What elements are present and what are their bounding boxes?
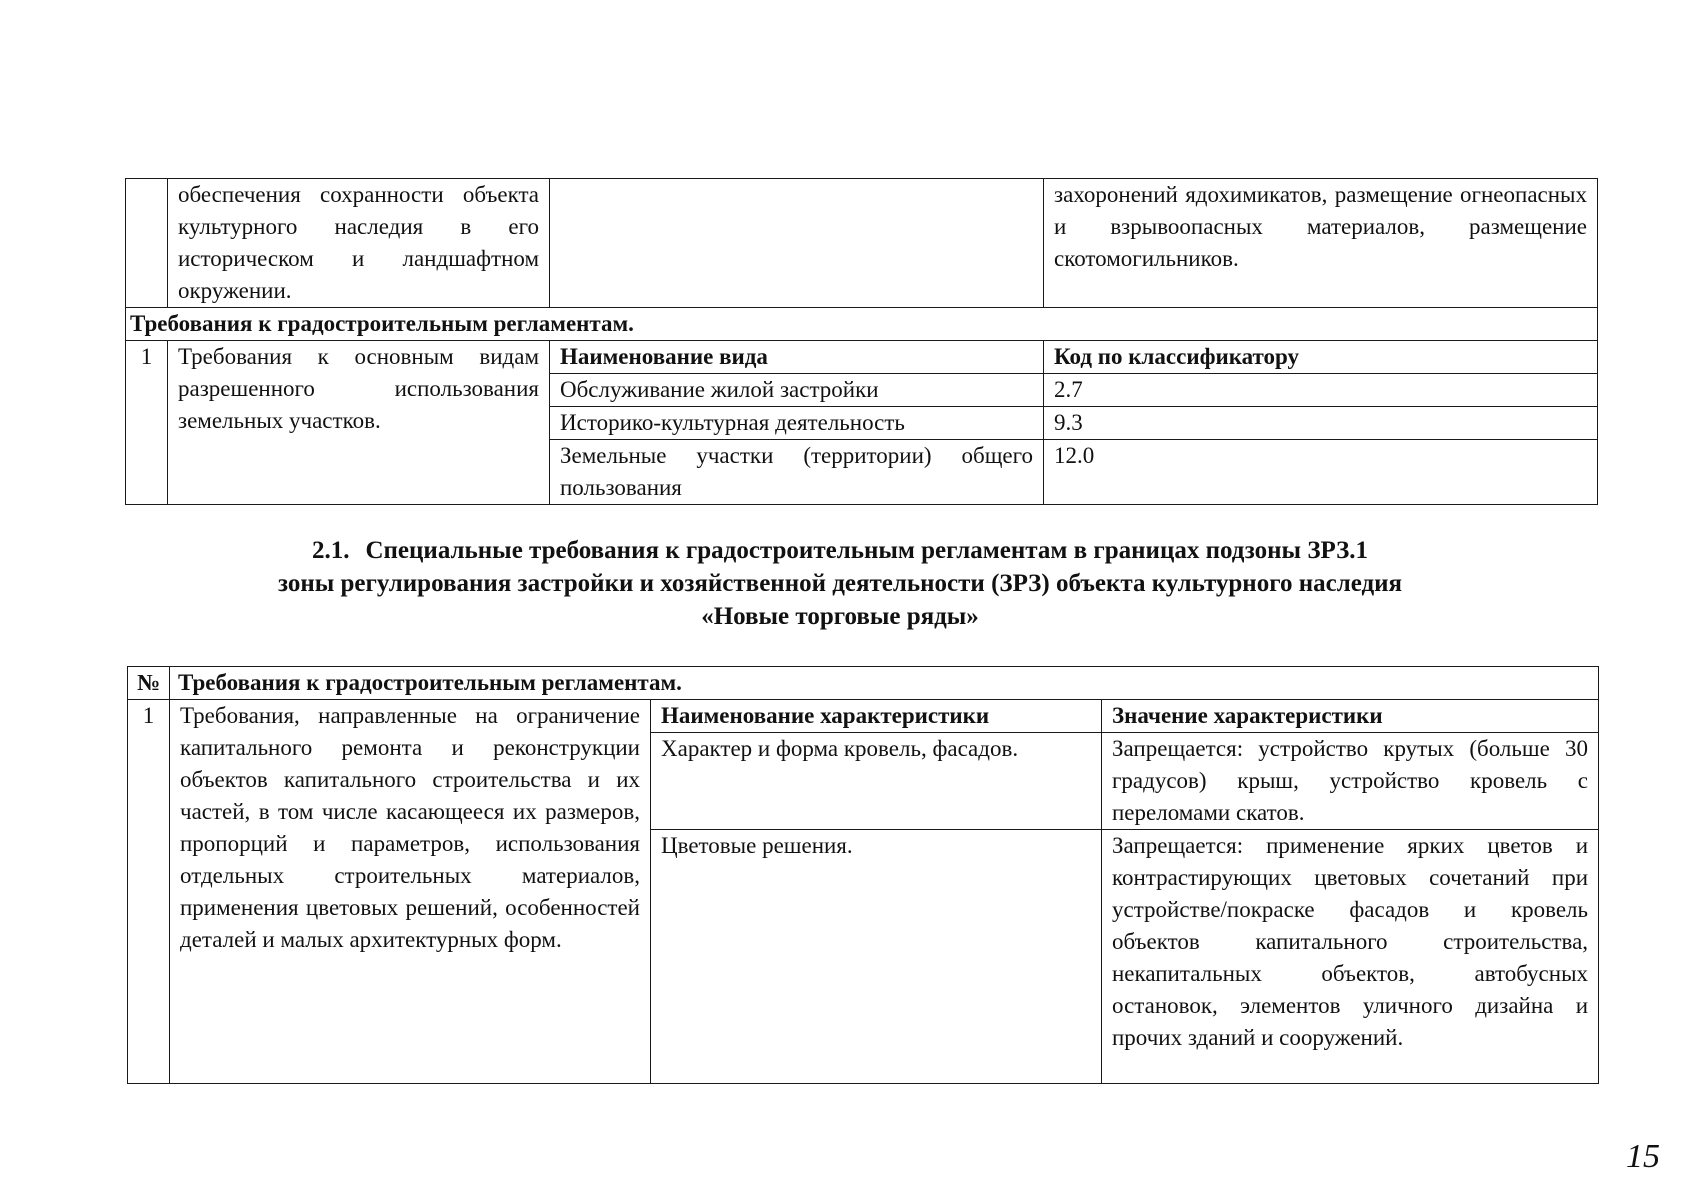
use-type-name: Историко-культурная деятельность (550, 407, 1044, 440)
land-use-table (125, 178, 1598, 505)
section-title: Требования к градостроительным регламентам. (170, 667, 1599, 700)
use-type-name: Земельные участки (территории) общего пользования (550, 440, 1044, 505)
empty-cell (550, 179, 1044, 308)
num-cell (126, 179, 168, 308)
section-title-row (126, 308, 1598, 341)
characteristic-name: Цветовые решения. (651, 830, 1102, 1084)
column-header-value: Значение характеристики (1102, 700, 1599, 733)
characteristic-name: Характер и форма кровель, фасадов. (651, 733, 1102, 830)
heading-line-1: Специальные требования к градостроительным регламентам в границах подзоны ЗРЗ.1 (365, 537, 1369, 564)
column-header-characteristic: Наименование характеристики (651, 700, 1102, 733)
heading-line-2: зоны регулирования застройки и хозяйственной деятельности (ЗРЗ) объекта культурного наследия (277, 570, 1403, 597)
heading-line-3: «Новые торговые ряды» (701, 603, 979, 630)
use-type-name: Обслуживание жилой застройки (550, 374, 1044, 407)
classifier-code: 2.7 (1044, 374, 1598, 407)
classifier-code: 9.3 (1044, 407, 1598, 440)
page-number: 15 (1626, 1138, 1660, 1175)
section-title-row (128, 667, 1599, 700)
row-number: 1 (128, 700, 170, 1084)
section-title: Требования к градостроительным регламентам. (126, 308, 1598, 341)
protection-text-cell: обеспечения сохранности объекта культурного наследия в его историческом и ландшафтном окружении. (168, 179, 550, 308)
row-description: Требования к основным видам разрешенного использования земельных участков. (168, 341, 550, 505)
column-header-code: Код по классификатору (1044, 341, 1598, 374)
heading-number: 2.1. (311, 537, 350, 564)
characteristic-value: Запрещается: применение ярких цветов и контрастирующих цветовых сочетаний при устройстве/покраске фасадов и кровель объектов капитального строительства, некапитальных объектов, автобусных остановок, элементов уличного дизайна и прочих зданий и сооружений. (1102, 830, 1599, 1084)
table-row (126, 341, 1598, 374)
table-row (128, 700, 1599, 733)
characteristic-value: Запрещается: устройство крутых (больше 30 градусов) крыш, устройство кровель с переломами скатов. (1102, 733, 1599, 830)
number-header: № (128, 667, 170, 700)
classifier-code: 12.0 (1044, 440, 1598, 505)
row-number: 1 (126, 341, 168, 505)
characteristics-table (127, 666, 1599, 1084)
section-heading (200, 534, 1480, 633)
prohibition-text-cell: захоронений ядохимикатов, размещение огнеопасных и взрывоопасных материалов, размещение скотомогильников. (1044, 179, 1598, 308)
column-header-name: Наименование вида (550, 341, 1044, 374)
row-description: Требования, направленные на ограничение капитального ремонта и реконструкции объектов капитального строительства и их частей, в том числе касающееся их размеров, пропорций и параметров, использования отдельных строительных материалов, применения цветовых решений, особенностей деталей и малых архитектурных форм. (170, 700, 651, 1084)
table-row (126, 179, 1598, 308)
